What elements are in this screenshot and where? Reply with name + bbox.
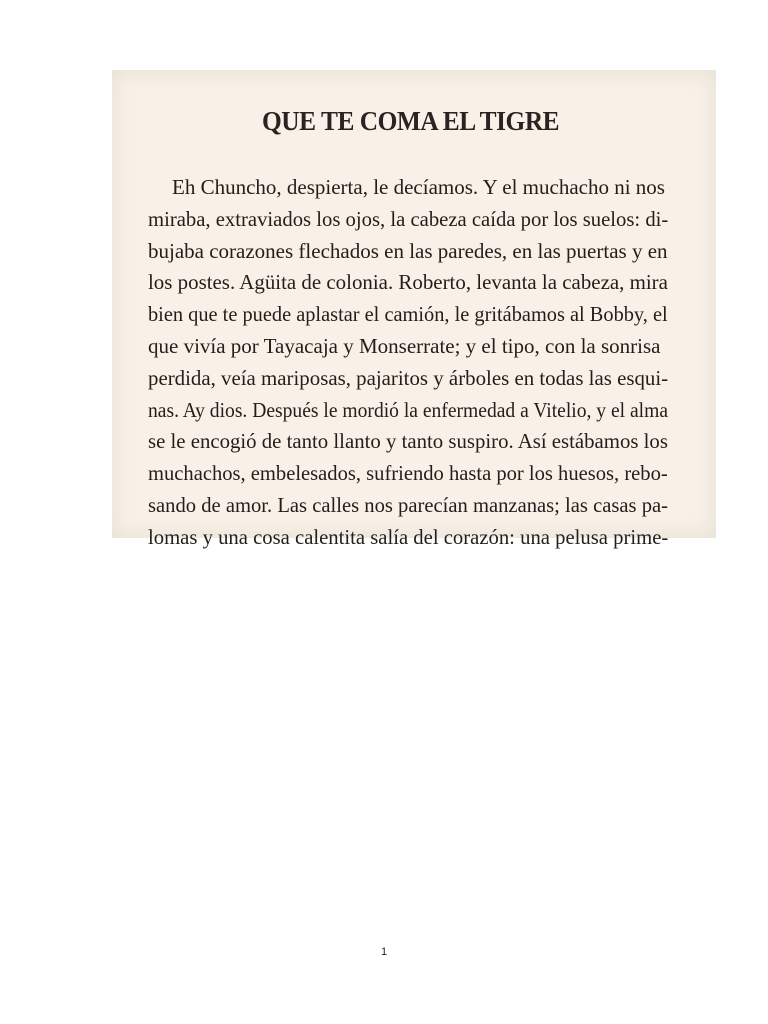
text-line: nas. Ay dios. Después le mordió la enfermedad a Vitelio, y el alma: [148, 397, 669, 422]
text-line: bien que te puede aplastar el camión, le gritábamos al Bobby, el: [148, 302, 668, 327]
text-line: miraba, extraviados los ojos, la cabeza caída por los suelos: di-: [148, 206, 669, 231]
text-line: se le encogió de tanto llanto y tanto suspiro. Así estábamos los: [148, 429, 668, 454]
page-number: 1: [380, 946, 388, 958]
text-line: Eh Chuncho, despierta, le decíamos. Y el muchacho ni nos: [172, 175, 665, 199]
text-line: lomas y una cosa calentita salía del corazón: una pelusa prime-: [148, 524, 669, 549]
text-line: perdida, veía mariposas, pajaritos y árboles en todas las esqui-: [148, 365, 669, 390]
chapter-title: QUE TE COMA EL TIGRE: [262, 106, 560, 136]
body-paragraph: [148, 172, 668, 554]
text-line: bujaba corazones flechados en las paredes, en las puertas y en: [148, 238, 668, 263]
text-line: sando de amor. Las calles nos parecían manzanas; las casas pa-: [148, 492, 669, 517]
text-line: los postes. Agüita de colonia. Roberto, levanta la cabeza, mira: [148, 270, 668, 295]
text-line: que vivía por Tayacaja y Monserrate; y el tipo, con la sonrisa: [148, 333, 661, 358]
text-line: muchachos, embelesados, sufriendo hasta por los huesos, rebo-: [148, 461, 668, 486]
